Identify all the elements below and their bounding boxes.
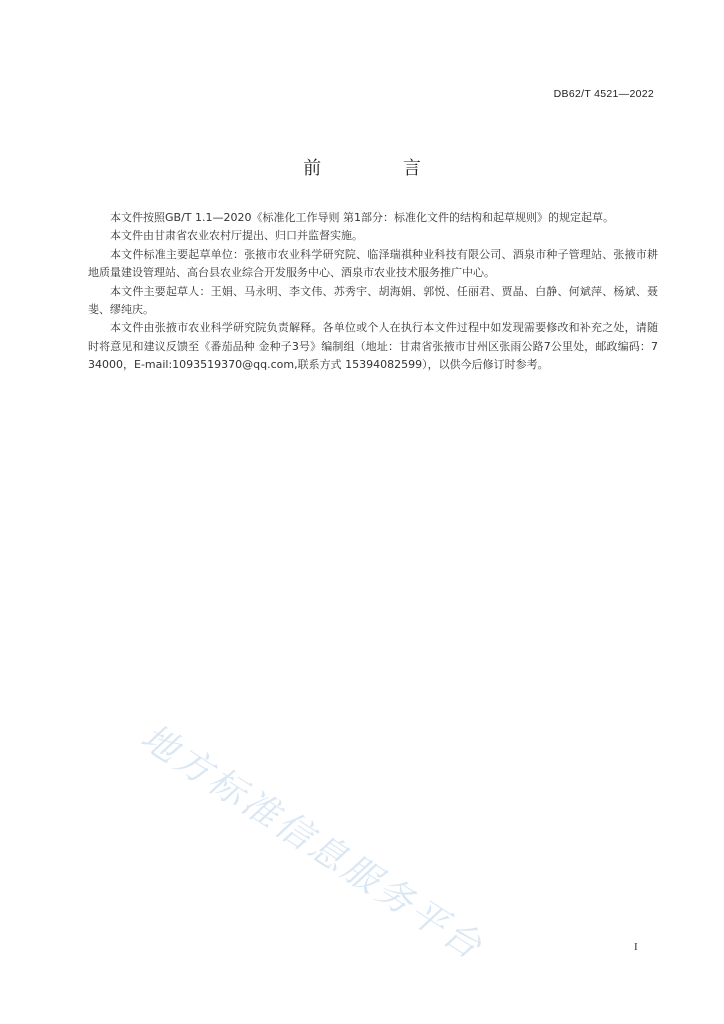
paragraph-drafting-rules: 本文件按照GB/T 1.1—2020《标准化工作导则 第1部分：标准化文件的结构和起草规则》的规定起草。 [110, 211, 614, 224]
page-number: I [634, 941, 638, 953]
page-title: 前 言 [303, 158, 459, 179]
paragraph-proposer: 本文件由甘肃省农业农村厅提出、归口并监督实施。 [110, 229, 363, 243]
standard-code: DB62/T 4521—2022 [553, 88, 654, 100]
paragraph-drafters: 本文件主要起草人：王娟、马永明、李文伟、苏秀宇、胡海娟、郭悦、任丽君、贾晶、白静、何斌萍、杨斌、聂斐、缪纯庆。 [88, 284, 658, 317]
paragraph-drafting-units: 本文件标准主要起草单位：张掖市农业科学研究院、临泽瑞祺种业科技有限公司、酒泉市种子管理站、张掖市耕地质量建设管理站、高台县农业综合开发服务中心、酒泉市农业技术服务推广中心。 [88, 247, 658, 280]
foreword-body [88, 209, 658, 375]
watermark: 地方标准信息服务平台 [133, 716, 492, 969]
paragraph-interpretation: 本文件由张掖市农业科学研究院负责解释。各单位或个人在执行本文件过程中如发现需要修改和补充之处，请随时将意见和建议反馈至《番茄品种 金种子3号》编制组（地址：甘肃省张掖市甘州区张雨公路7公里处，邮政编码：734000，E-mail:1093519370@qq.com,联系方式 15394082599），以供今后修订时参考。 [88, 321, 658, 372]
